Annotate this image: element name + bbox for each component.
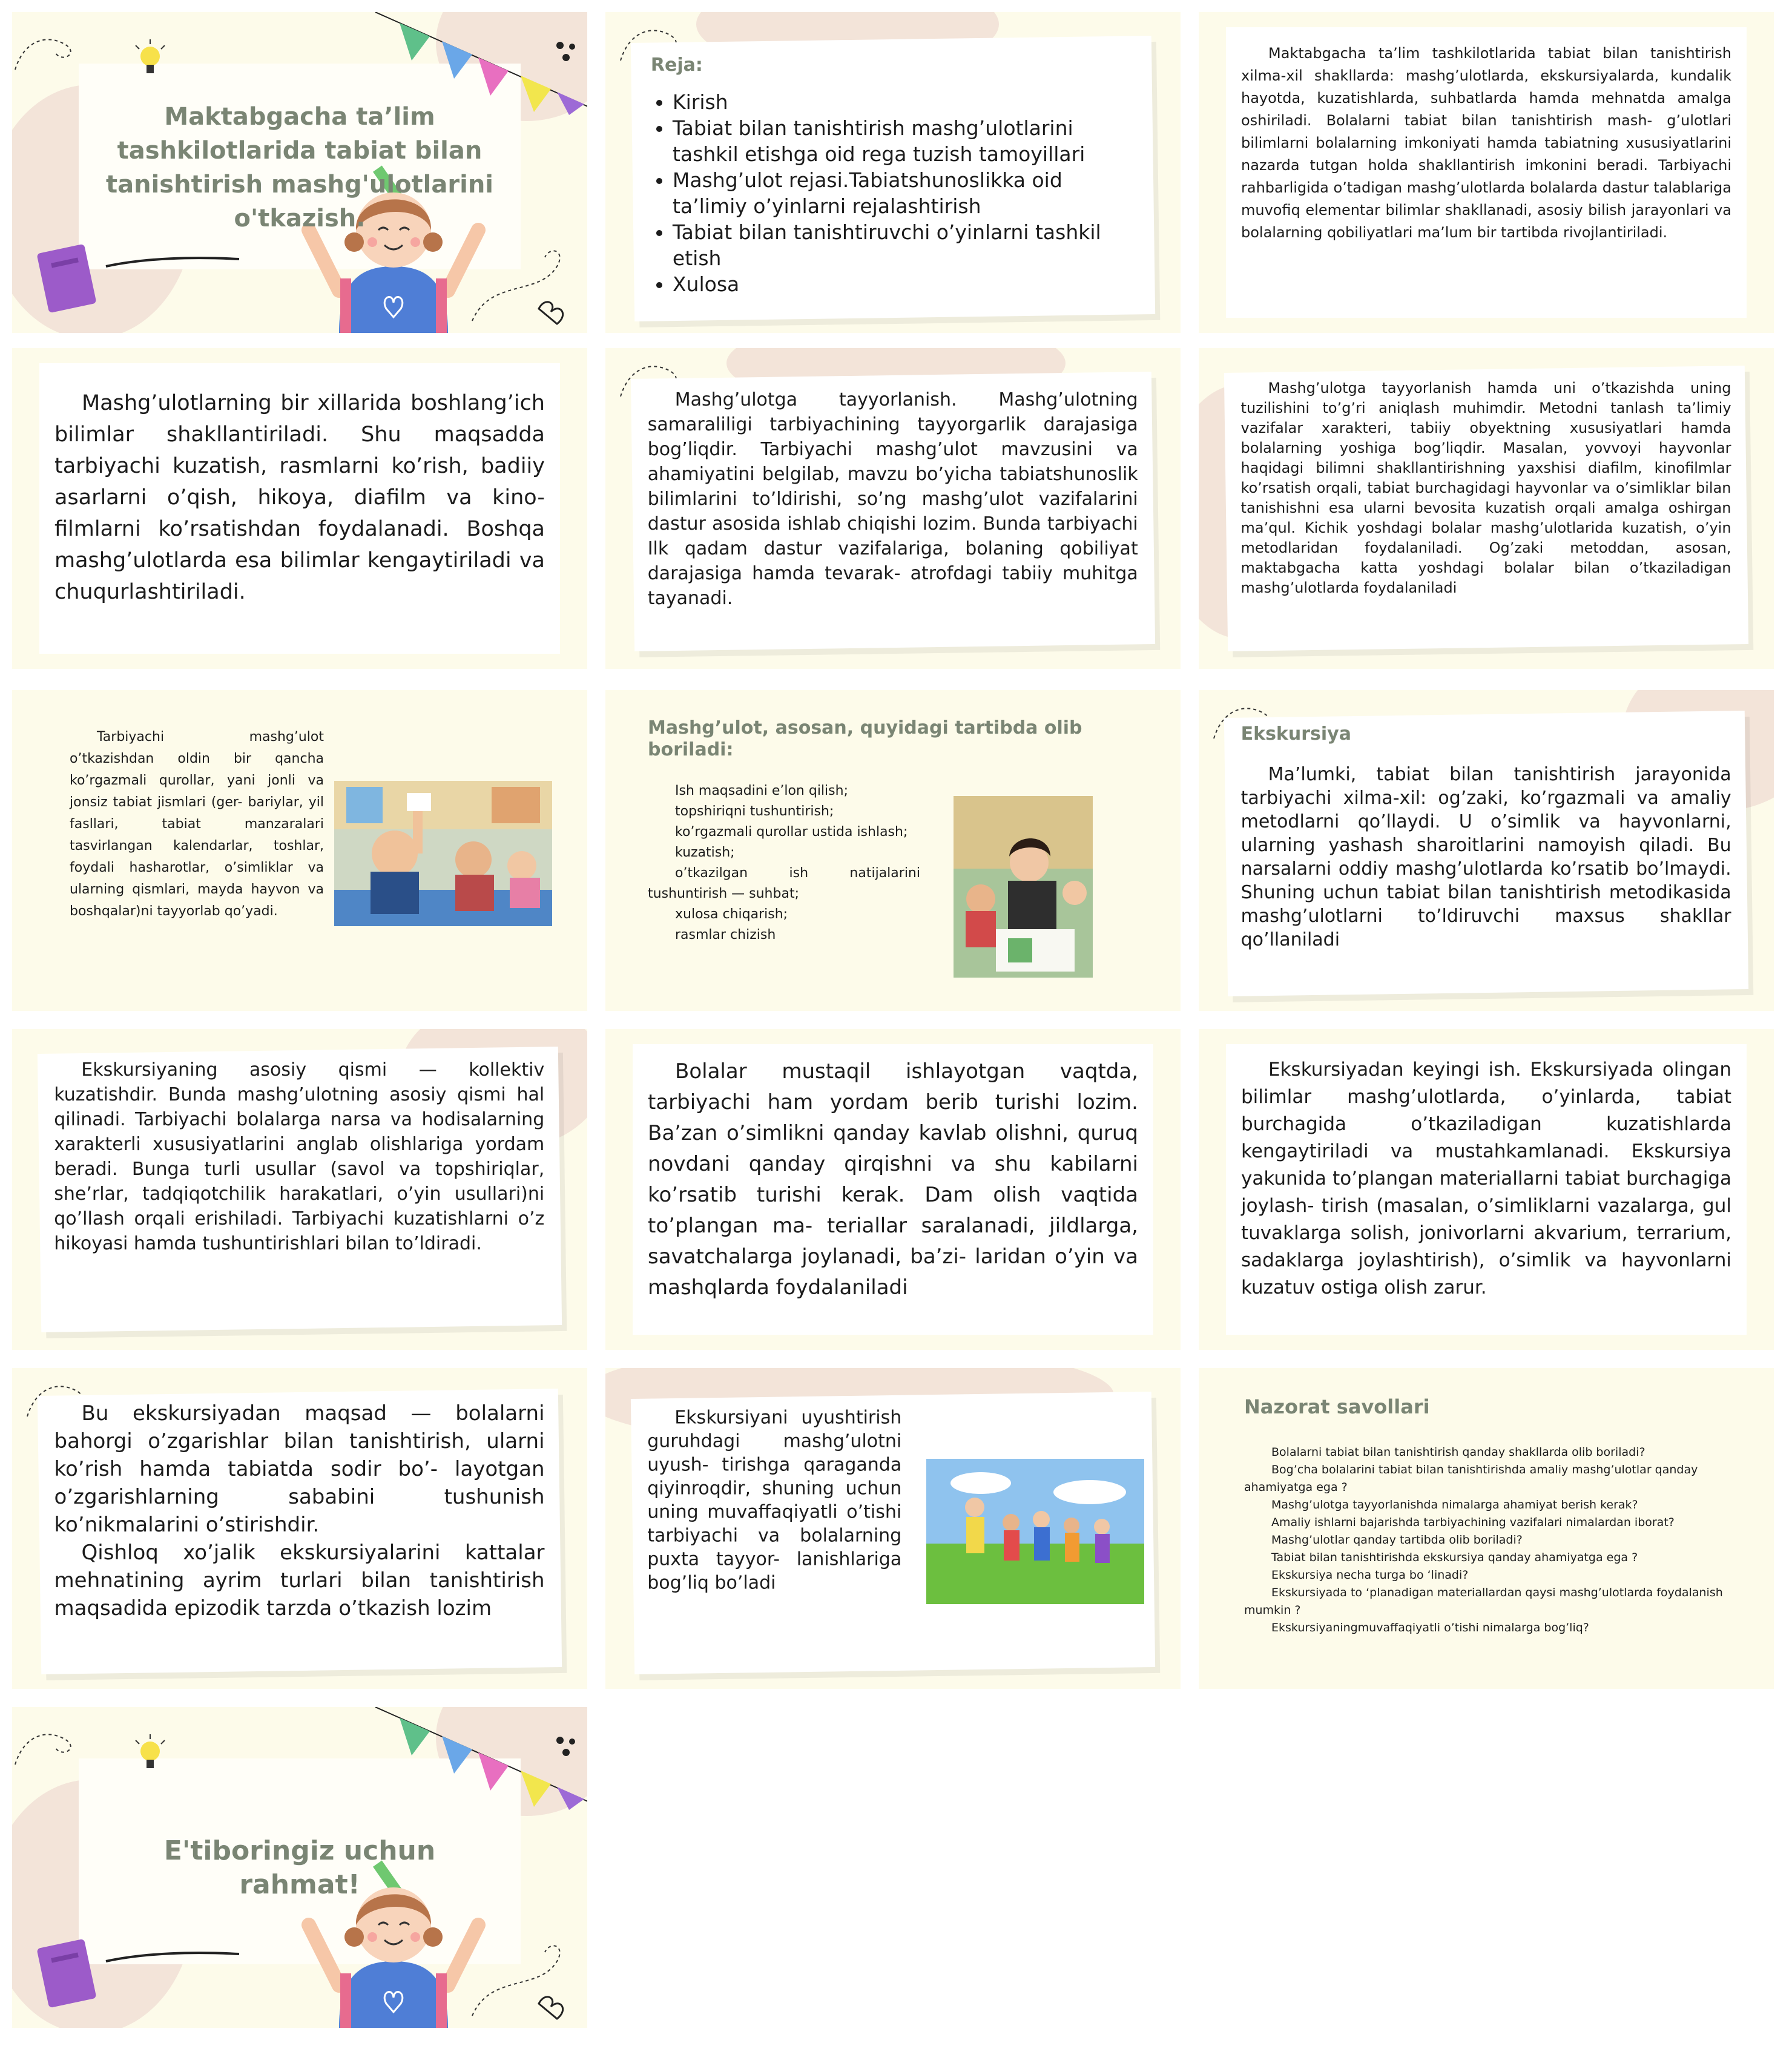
plan-card-content xyxy=(633,39,1153,312)
order-list-block xyxy=(648,781,920,946)
list-item: topshiriqni tushuntirish; xyxy=(675,804,834,819)
dots-icon xyxy=(554,39,584,64)
plan-heading: Reja: xyxy=(650,54,703,76)
plan-list xyxy=(651,89,1135,297)
children-running-photo xyxy=(926,1459,1144,1604)
list-item: • Xulosa xyxy=(673,271,1135,297)
list-item: Bolalarni tabiat bilan tanishtirish qanday shakllarda olib boriladi? xyxy=(1271,1446,1645,1459)
slide-excursion-organization xyxy=(605,1368,1181,1689)
list-item: • Tabiat bilan tanishtiruvchi o’yinlarni tashkil etish xyxy=(673,219,1135,271)
book-icon xyxy=(30,1931,103,2010)
questions-block xyxy=(1244,1395,1734,1637)
order-list xyxy=(648,781,920,946)
list-item: rasmlar chizish xyxy=(675,927,776,942)
slide-control-questions xyxy=(1199,1368,1774,1689)
slide-collective-observation xyxy=(12,1029,587,1350)
text-card xyxy=(1226,27,1747,318)
body-text: Mashg’ulotga tayyorlanish. Mashg’ulotning samaraliligi tarbiyachining tayyorgarlik darajasiga bog’liqdir. Tarbiyachi mashg’ulot mavzusini va ahamiyatini belgilab, mavzu bo’yicha tabiatshunoslik bilimlarini to’ldirishi, so’ng mashg’ulot vazifalarini dastur asosida ishlab chiqishi lozim. Bunda tarbiyachi Ilk qadam dastur vazifalariga, bolaning qobiliyat darajasiga hamda tevarak- atrofdagi tabiiy muhitga tayanadi. xyxy=(647,389,1138,610)
list-item: Amaliy ishlarni bajarishda tarbiyachining vazifalari nimalardan iborat? xyxy=(1271,1516,1675,1529)
slide-thank-you xyxy=(12,1707,587,2028)
slide-plan xyxy=(605,12,1181,333)
list-item: • Mashg’ulot rejasi.Tabiatshunoslikka oid ta’limiy o’yinlarni rejalashtirish xyxy=(673,167,1135,219)
dotted-swirl-icon xyxy=(12,1722,85,1771)
slide-visual-aids xyxy=(12,690,587,1011)
body-text: Maktabgacha ta’lim tashkilotlarida tabiat bilan tanishtirish xilma-xil shakllarda: mashg’ulotlarda, ekskursiyalarda, kundalik hayotda, kuzatishlarda, suhbatlarda hamda mehnatda amalga oshiriladi. Bolalarni tabiat bilan tanishtirish mash- g’ulotlari bilimlarni bolalarning imkoniyati hamda tabiatning xususiyatlarini nazarda tutgan holda shakllantirish imkonini beradi. Tarbiyachi rahbarligida o’tadigan mashg’ulotlarda bolalarda dastur talablariga muvofiq elementar bilimlar shakllanadi, asosiy bilish jarayonlari va bolalarning qobiliyatlari ma’lum bir tartibda rivojlantiriladi. xyxy=(1241,45,1731,241)
slide-preparation xyxy=(605,348,1181,669)
list-item: Ekskursiyada to ‘planadigan materiallardan qaysi mashg’ulotlarda foydalanish mumkin ? xyxy=(1244,1586,1723,1617)
slide-methods xyxy=(1199,348,1774,669)
excursion-card-content xyxy=(1226,714,1747,961)
order-heading-block xyxy=(648,717,1108,761)
list-item: Ish maqsadini e’lon qilish; xyxy=(675,783,848,798)
book-icon xyxy=(30,236,103,315)
list-item: • Tabiat bilan tanishtirish mashg’ulotlarini tashkil etishga oid rega tuzish tamoyillari xyxy=(673,115,1135,167)
list-item: o’tkazilgan ish natijalarini tushuntirish — suhbat; xyxy=(648,866,920,901)
underline-stroke-icon xyxy=(103,1949,242,1967)
body-text: Tarbiyachi mashg’ulot o’tkazishdan oldin bir qancha ko’rgazmali qurollar, yani jonli va jonsiz tabiat jismlari (ger- bariylar, yil fasllari, tabiat manzaralari tasvirlangan kalendarlar, toshlar, foydali hasharotlar, o’simliklar va ularning qismlari, mayda hayvon va boshqalar)ni tayyorlab qo’yadi. xyxy=(70,729,324,919)
list-item: Bog’cha bolalarini tabiat bilan tanishtirishda amaliy mashg’ulotlar qanday ahamiyatga ega ? xyxy=(1244,1463,1698,1494)
body-text: Bolalar mustaqil ishlayotgan vaqtda, tarbiyachi ham yordam berib turishi lozim. Ba’zan o’simlikni qanday kavlab olishni, quruq novdani qanday qirqishni va shu kabilarni ko’rsatib turishi kerak. Dam olish vaqtida to’plangan ma- teriallar saralanadi, jildlarga, savatchalarga joylanadi, ba’zi- laridan o’yin va mashqlarda foydalaniladi xyxy=(648,1059,1138,1300)
slide-independent-work xyxy=(605,1029,1181,1350)
classroom-photo-illustration xyxy=(334,781,552,926)
text-card xyxy=(1226,1044,1747,1335)
text-card xyxy=(631,372,1155,651)
underline-stroke-icon xyxy=(103,254,242,272)
text-card xyxy=(1224,366,1748,651)
slide-excursion xyxy=(1199,690,1774,1011)
body-text: Mashg’ulotlarning bir xillarida boshlang’ich bilimlar shakllantiriladi. Shu maqsadda tarbiyachi kuzatish, rasmlarni ko’rish, badiiy asarlarni o’qish, hikoya, diafilm va kino- filmlarni ko’rsatishdan foydalanadi. Boshqa mashg’ulotlarda esa bilimlar kengaytiriladi va chuqurlashtiriladi. xyxy=(54,391,545,604)
slide-knowledge xyxy=(12,348,587,669)
body-text: Ekskursiyadan keyingi ish. Ekskursiyada olingan bilimlar mashg’ulotlarda, o’yinlarda, tabiat burchagida o’tkaziladigan kuzatishlarda kengaytiriladi va mustahkamlanadi. Ekskursiya yakunida to’plangan materiallarni tabiat burchagiga joylash- tirish (masalan, o’simliklarni vazalarga, gul tuvaklarga solish, jonivorlarni akvarium, terrarium, sadaklarga joylashtirish), o’simlik va hayvonlarni kuzatuv ostiga olish zarur. xyxy=(1241,1059,1731,1298)
body-text: Ekskursiyaning asosiy qismi — kollektiv kuzatishdir. Bunda mashg’ulotning asosiy qismi hal qilinadi. Tarbiyachi bolalarga narsa va hodisalarning xarakterli xususiyatlarini anglab olishlariga yordam beradi. Bunga turli usullar (savol va topshiriqlar, she’rlar, tadqiqotchilik harakatlari, o’yin usullari)ni qo’llash orqali erishiladi. Tarbiyachi kuzatishlarni o’z hikoyasi hamda tushuntirishlari bilan to’ldiradi. xyxy=(54,1059,545,1255)
text-card xyxy=(38,1389,562,1674)
list-item: Ekskursiya necha turga bo ‘linadi? xyxy=(1271,1568,1469,1582)
body-text: Qishloq xo’jalik ekskursiyalarini kattalar mehnatining ayrim turlari bilan tanishtirish maqsadida epizodik tarzda o’tkazish lozim xyxy=(54,1541,545,1621)
slide-title xyxy=(12,12,587,333)
list-item: ko’rgazmali qurollar ustida ishlash; xyxy=(675,824,908,840)
text-card xyxy=(633,1044,1153,1335)
slide-title-text xyxy=(103,100,496,235)
list-item: Tabiat bilan tanishtirishda ekskursiya qanday ahamiyatga ega ? xyxy=(1271,1551,1638,1564)
excursion-card xyxy=(1224,711,1748,996)
list-item: Mashg’ulotga tayyorlanishda nimalarga ahamiyat berish kerak? xyxy=(1271,1498,1638,1511)
dotted-swirl-icon xyxy=(12,27,85,76)
text-card-content xyxy=(633,375,1153,623)
list-item: xulosa chiqarish; xyxy=(675,907,788,922)
text-column xyxy=(70,726,324,923)
page-title: Maktabgacha ta’lim tashkilotlarida tabiat bilan tanishtirish mashg'ulotlarini o'tkazish. xyxy=(105,103,494,232)
text-card-content xyxy=(39,1050,559,1263)
classroom-photo xyxy=(334,781,552,926)
order-heading: Mashg’ulot, asosan, quyidagi tartibda olib boriladi: xyxy=(648,717,1082,760)
slide-excursion-goal xyxy=(12,1368,587,1689)
slide-after-excursion xyxy=(1199,1029,1774,1350)
list-item: Mashg’ulotlar qanday tartibda olib boriladi? xyxy=(1271,1533,1523,1547)
text-card-content xyxy=(632,1397,917,1604)
text-card xyxy=(38,1047,562,1332)
teacher-photo xyxy=(954,796,1093,978)
dots-icon xyxy=(554,1734,584,1758)
bunting-flags-icon xyxy=(375,1707,587,1810)
list-item: • Kirish xyxy=(673,89,1135,115)
questions-list xyxy=(1244,1444,1734,1637)
lightbulb-icon xyxy=(133,1734,170,1777)
text-card-content xyxy=(39,1392,560,1630)
text-card xyxy=(39,363,560,654)
body-text: Bu ekskursiyadan maqsad — bolalarni bahorgi o’zgarishlar bilan tanishtirish, ularni ko’rish hamda tabiatda sodir bo’- layotgan o’zgarishlarning sababini tushunish ko’nikmalarini o’stirishdir. xyxy=(54,1401,545,1538)
thank-you-text xyxy=(103,1834,496,1902)
page-title: E'tiboringiz uchun rahmat! xyxy=(163,1835,436,1900)
lightbulb-icon xyxy=(133,39,170,82)
text-card-content xyxy=(1226,369,1747,607)
list-item: kuzatish; xyxy=(675,845,735,860)
excursion-heading: Ekskursiya xyxy=(1240,723,1351,745)
teacher-photo-illustration xyxy=(954,796,1093,978)
body-text: Mashg’ulotga tayyorlanish hamda uni o’tkazishda uning tuzilishini to’g’ri aniqlash muhimdir. Metodni tanlash ta’limiy vazifalar xarakteri, tabiiy obyektning xususiyatlari hamda bolalarning yoshiga bog’liqdir. Masalan, yovvoyi hayvonlar haqidagi bilimni shakllantirishning yaxshisi diafilm, kinofilmlar ko’rsatish orqali, tabiat burchagidagi hayvonlar va o’simliklar bilan tanishishni esa ularni bevosita kuzatish orqali amalga oshirgan ma’qul. Kichik yoshdagi bolalar mashg’ulotlarida kuzatish, o’yin metodlaridan foydalaniladi. Og’zaki metoddan, asosan, maktabgacha katta yoshdagi bolalar bilan o’tkaziladigan mashg’ulotlarda foydalaniladi xyxy=(1240,380,1731,597)
body-text: Ma’lumki, tabiat bilan tanishtirish jarayonida tarbiyachi xilma-xil: og’zaki, ko’rgazmali va amaliy metodlarni qo’llaydi. U o’simlik va hayvonlarni, ularning yashash sharoitlarini namoyish qiladi. Bu narsalarni oddiy mashg’ulotlarda ko’rsatib bo’lmaydi. Shuning uchun tabiat bilan tanishtirish metodikasida mashg’ulotlarni to’ldiruvchi maxsus shakllar qo’llaniladi xyxy=(1240,764,1731,951)
questions-heading: Nazorat savollari xyxy=(1244,1395,1430,1418)
slide-forms xyxy=(1199,12,1774,333)
slide-order xyxy=(605,690,1181,1011)
children-running-photo-illustration xyxy=(926,1459,1144,1604)
body-text: Ekskursiyani uyushtirish guruhdagi mashg’ulotni uyush- tirishga qaraganda qiyinroqdir, shuning uchun uning muvaffaqiyatli o’tishi tarbiyachi va bolalarning puxta tayyor- lanishlariga bog’liq bo’ladi xyxy=(647,1407,902,1594)
list-item: Ekskursiyaningmuvaffaqiyatli o’tishi nimalarga bog’liq? xyxy=(1271,1621,1589,1634)
plan-card xyxy=(631,36,1155,321)
